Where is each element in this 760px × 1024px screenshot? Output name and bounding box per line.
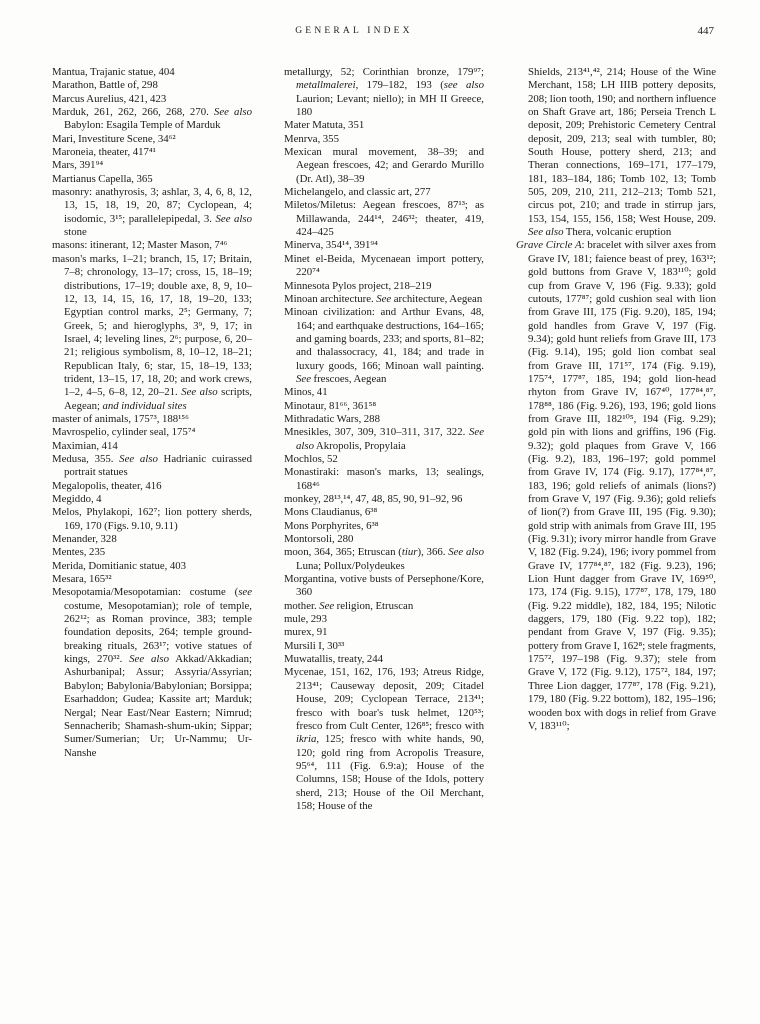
index-entry: metallurgy, 52; Corinthian bronze, 179⁹⁷; metallmalerei, 179–182, 193 (see also Laurion; Levant; niello); in MH II Greece, 180 — [284, 66, 484, 119]
index-entry: Morgantina, votive busts of Persephone/Kore, 360 — [284, 573, 484, 599]
index-entry: Megiddo, 4 — [52, 493, 102, 505]
index-entry: Shields, 213⁴¹,⁴², 214; House of the Wine Merchant, 158; LH IIIB pottery deposits, 208; lion tooth, 190; and northern influence on Shaft Grave art, 186; Perseia Trench L deposit, 209; Prehistoric Cemetery Central deposit, 209, 213; seal with tumbler, 80; South House, pottery sherd, 213; and Theran connections, 169–171, 177–179, 181, 183–184, 186; Tomb 102, 13; Tomb 505, 209, 210, 211, 212–213; Tomb 521, circus pot, 210; and trade in stirrup jars, 153, 154, 155, 156, 158; West House, 209. See also Thera, volcanic eruption — [528, 66, 716, 239]
index-entry: monkey, 28¹³,¹⁴, 47, 48, 85, 90, 91–92, 96 — [284, 493, 463, 505]
index-entry: Marduk, 261, 262, 266, 268, 270. See also Babylon: Esagila Temple of Marduk — [52, 106, 252, 132]
index-entry: moon, 364, 365; Etruscan (tiur), 366. See also Luna; Pollux/Polydeukes — [284, 546, 484, 572]
index-entry: Mater Matuta, 351 — [284, 119, 365, 132]
page-header — [52, 26, 716, 41]
index-entry: Mesara, 165³² — [52, 573, 112, 586]
index-entry: Maximian, 414 — [52, 439, 118, 452]
index-entry: Mons Claudianus, 6³⁸ — [284, 506, 378, 519]
index-entry: Melos, Phylakopi, 162⁷; lion pottery sherds, 169, 170 (Figs. 9.10, 9.11) — [52, 506, 252, 532]
page-number: 447 — [697, 25, 714, 37]
index-entry: Minoan civilization: and Arthur Evans, 48, 164; and earthquake destructions, 164–165; and gaming boards, 233; and sports, 81–82; and thalassocracy, 41, 184; and trade in luxury goods, 166; Minoan wall painting. See frescoes, Aegean — [284, 306, 484, 385]
index-entry: Mesopotamia/Mesopotamian: costume (see costume, Mesopotamian); role of temple, 262¹²; as Roman province, 383; temple foundation deposits, 264; temple ground-breaking rituals, 263¹⁷; votive statues of kings, 270³². See also Akkad/Akkadian; Ashurbanipal; Assur; Assyria/Assyrian; Babylon; Babylonia/Babylonian; Borsippa; Esarhaddon; Gudea; Kassite art; Marduk; Nergal; Near East/Near Eastern; Nimrud; Sennacherib; Shamash-shum-ukin; Sippar; Sumer/Sumerian; Ur; Ur-Nammu; Ur-Nanshe — [52, 586, 252, 759]
index-entry: Marcus Aurelius, 421, 423 — [52, 92, 167, 105]
index-entry: Mavrospelio, cylinder seal, 175⁷⁴ — [52, 426, 196, 439]
index-entry: Maroneia, theater, 417⁴¹ — [52, 146, 156, 159]
index-entry: murex, 91 — [284, 626, 328, 639]
running-head: GENERAL INDEX — [295, 26, 413, 36]
index-entry: Mithradatic Wars, 288 — [284, 412, 380, 425]
index-entry: Mentes, 235 — [52, 546, 106, 559]
column-3 — [516, 66, 716, 813]
index-entry: Grave Circle A: bracelet with silver axes from Grave IV, 181; faience beast of prey, 163¹²; gold buttons from Grave V, 183¹¹⁰; gold cup from Grave V, 196 (Fig. 9.33); gold cutouts, 177⁸⁷; gold cushion seal with lion from Grave III, 175 (Fig. 9.20), 185, 194; gold handles from Grave V, 197 (Fig. 9.34); gold hunt reliefs from Grave III, 173 (Fig. 9.14), 195; gold lion combat seal from Grave III, 171⁵⁷, 174 (Fig. 9.19), 175⁷⁴, 177⁸⁷, 185, 194; gold lion-head rhyton from Grave IV, 167⁴⁰, 177⁸⁴,⁸⁷, 178⁸⁸, 186 (Fig. 9.26), 193, 196; gold lions from Grave III, 182¹⁰⁵, 194 (Fig. 9.29); gold pin with lions and griffins, 196 (Fig. 9.32); gold plaques from Grave V, 166 (Fig. 9.2), 183, 196–197; gold pommel from Grave IV, 174 (Fig. 9.17), 177⁸⁴,⁸⁷, 183, 196; gold reliefs of animals (lions?) from Grave V, 197 (Fig. 9.36); gold reliefs of lion(?) from Grave III, 195 (Fig. 9.30); gold strip with animals from Grave III, 195 (Fig. 9.31); ivory mirror handle from Grave V, 182 (Fig. 9.24), 196; ivory pommel from Grave IV, 177⁸⁴,⁸⁷, 182 (Fig. 9.23), 196; Lion Hunt dagger from Grave IV, 169⁵⁰, 173, 174 (Fig. 9.15), 177⁸⁷, 178, 179, 180 (Fig. 9.22 middle), 182, 184, 195; Nilotic daggers, 179, 180 (Fig. 9.22 top), 182; pendant from Grave V, 197 (Fig. 9.35); pottery from Grave I, 162⁸; stele fragments, 175⁷², 197–198 (Fig. 9.37); stele from Grave V, 172 (Fig. 9.12), 175⁷², 184, 197; Three Lion dagger, 177⁸⁷, 178 (Fig. 9.21), 179, 180 (Fig. 9.22 bottom), 182, 195–196; wooden box with dogs in relief from Grave V, 183¹¹⁰; — [516, 239, 716, 732]
column-2 — [284, 66, 484, 813]
index-entry: Monastiraki: mason's marks, 13; sealings, 168⁴⁶ — [284, 466, 484, 492]
index-entry: Mari, Investiture Scene, 34⁶² — [52, 132, 176, 145]
index-entry: masons: itinerant, 12; Master Mason, 7⁴⁶ — [52, 239, 228, 252]
index-entry: Michelangelo, and classic art, 277 — [284, 186, 431, 199]
index-columns — [52, 66, 716, 813]
index-entry: Mars, 391⁹⁴ — [52, 159, 104, 172]
index-entry: Mnesikles, 307, 309, 310–311, 317, 322. See also Akropolis, Propylaia — [284, 426, 484, 452]
index-entry: masonry: anathyrosis, 3; ashlar, 3, 4, 6, 8, 12, 13, 15, 18, 19, 20, 87; Cyclopean, 4; isodomic, 3¹⁵; parallelepipedal, 3. See also stone — [52, 186, 252, 239]
index-entry: Mochlos, 52 — [284, 452, 338, 465]
index-entry: Mursili I, 30³³ — [284, 639, 345, 652]
index-entry: Menrva, 355 — [284, 132, 339, 145]
index-entry: Mexican mural movement, 38–39; and Aegean frescoes, 42; and Gerardo Murillo (Dr. Atl), 38–39 — [284, 146, 484, 185]
index-entry: Minet el-Beida, Mycenaean import pottery, 220⁷⁴ — [284, 252, 484, 279]
index-entry: Medusa, 355. See also Hadrianic cuirassed portrait statues — [52, 452, 252, 479]
index-entry: mason's marks, 1–21; branch, 15, 17; Britain, 7–8; chronology, 13–17; cross, 15, 18–19; distributions, 17–19; double axe, 8, 9, 10–12, 13, 14, 15, 16, 17, 18, 19–20, 133; Egyptian control marks, 2⁵; Germany, 7; Greek, 5; and hieroglyphs, 3⁹, 9, 17; in Israel, 4; leveling lines, 2⁶; purpose, 6, 20–21; religious symbolism, 8, 10–12, 18–21; Republican Italy, 6; star, 15, 18–19, 133; trident, 13–15, 17, 18, 20; and work crews, 1–2, 4–5, 6–8, 12, 20–21. See also scripts, Aegean; and individual sites — [52, 252, 253, 412]
index-entry: Miletos/Miletus: Aegean frescoes, 87¹³; as Millawanda, 244¹⁴, 246³²; theater, 419, 424–425 — [284, 199, 484, 239]
index-entry: mule, 293 — [284, 613, 327, 626]
index-entry: mother. See religion, Etruscan — [284, 599, 414, 612]
index-entry: Mantua, Trajanic statue, 404 — [52, 66, 175, 78]
index-entry: Minoan architecture. See architecture, Aegean — [284, 292, 483, 305]
index-entry: Megalopolis, theater, 416 — [52, 479, 162, 492]
column-1 — [52, 66, 252, 813]
index-entry: Martianus Capella, 365 — [52, 172, 153, 185]
index-entry: Menander, 328 — [52, 533, 117, 546]
index-entry: Minerva, 354¹⁴, 391⁹⁴ — [284, 239, 378, 252]
index-entry: Mons Porphyrites, 6³⁸ — [284, 519, 379, 532]
index-entry: Muwatallis, treaty, 244 — [284, 653, 384, 666]
index-entry: Minotaur, 81⁶⁶, 361⁵⁸ — [284, 399, 377, 412]
index-entry: Montorsoli, 280 — [284, 533, 354, 546]
index-entry: Merida, Domitianic statue, 403 — [52, 559, 187, 572]
index-entry: Mycenae, 151, 162, 176, 193; Atreus Ridge, 213⁴¹; Causeway deposit, 209; Citadel House, 209; Cyclopean Terrace, 213⁴¹; fresco with boar's tusk helmet, 120⁵³; fresco from Cult Center, 126⁸⁵; fresco with ikria, 125; fresco with white hands, 90, 120; gold ring from Acropolis Treasure, 95⁶⁴, 111 (Fig. 6.9:a); House of the Columns, 158; House of the Idols, pottery sherd, 213; House of the Oil Merchant, 158; House of the — [284, 666, 484, 812]
index-entry: Minnesota Pylos project, 218–219 — [284, 279, 432, 292]
index-entry: Minos, 41 — [284, 386, 328, 399]
index-entry: Marathon, Battle of, 298 — [52, 79, 158, 92]
index-entry: master of animals, 175⁷³, 188¹⁵⁶ — [52, 412, 189, 425]
